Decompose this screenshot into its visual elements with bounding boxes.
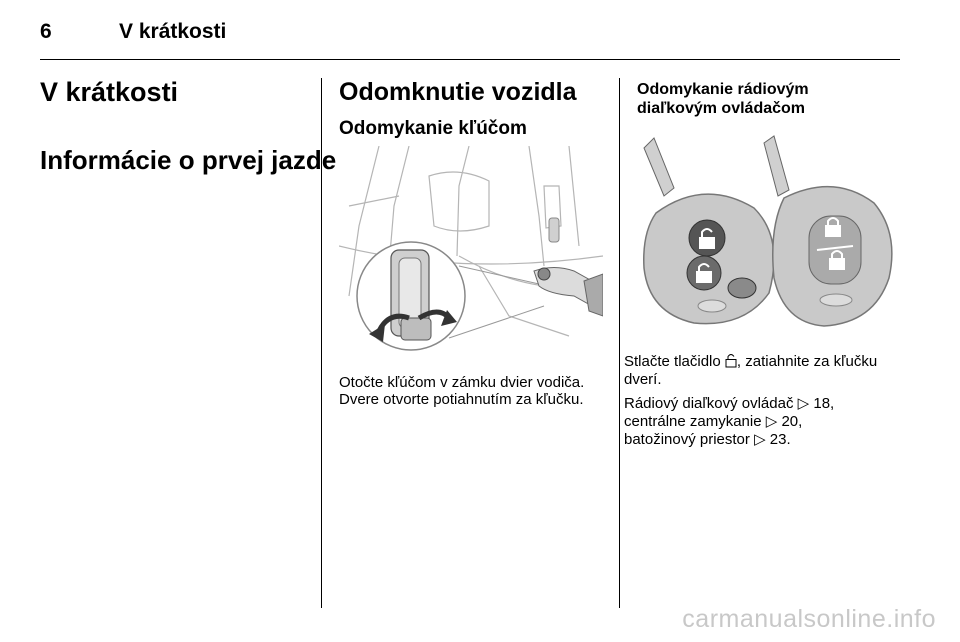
column-divider-right bbox=[619, 78, 620, 608]
reference-text-3: batožinový priestor bbox=[624, 431, 750, 448]
page-reference-arrow-icon: ▷ bbox=[754, 431, 766, 448]
reference-text-1: Rádiový diaľkový ovládač bbox=[624, 395, 794, 412]
reference-text-2: centrálne zamykanie bbox=[624, 413, 762, 430]
page-reference-arrow-icon: ▷ bbox=[797, 395, 810, 412]
reference-page-1: 18, bbox=[813, 395, 835, 412]
instruction-line-2: dverí. bbox=[624, 371, 662, 388]
unlock-icon bbox=[725, 353, 737, 368]
remote-key-illustration bbox=[624, 128, 900, 338]
remote-keys-drawing bbox=[624, 128, 900, 338]
remote-heading-line-1: Odomykanie rádiovým bbox=[637, 81, 809, 98]
section-title: Informácie o prvej jazde bbox=[40, 145, 337, 175]
header-rule bbox=[40, 59, 900, 60]
remote-heading-line-2: diaľkovým ovládačom bbox=[637, 100, 806, 117]
reference-page-3: 23. bbox=[769, 431, 791, 448]
caption-line-1: Otočte kľúčom v zámku dvier vodiča. bbox=[339, 374, 585, 391]
reference-page-2: 20, bbox=[781, 413, 803, 430]
door-handle-drawing bbox=[339, 146, 603, 356]
chapter-title: V krátkosti bbox=[40, 77, 179, 107]
section-heading: Odomknutie vozidla bbox=[339, 78, 577, 106]
instruction-text-b: , zatiahnite za kľučku bbox=[736, 353, 878, 370]
reference-line-2 bbox=[624, 413, 802, 431]
reference-line-1 bbox=[624, 395, 834, 413]
instruction-line-1 bbox=[624, 353, 877, 371]
page-reference-arrow-icon: ▷ bbox=[765, 413, 778, 430]
key-unlock-illustration bbox=[339, 146, 603, 356]
watermark: carmanualsonline.info bbox=[682, 605, 936, 633]
reference-line-3 bbox=[624, 431, 791, 449]
instruction-text-a: Stlačte tlačidlo bbox=[624, 353, 721, 370]
caption-line-2: Dvere otvorte potiahnutím za kľučku. bbox=[339, 391, 584, 408]
subsection-heading: Odomykanie kľúčom bbox=[339, 118, 527, 139]
running-title: V krátkosti bbox=[119, 20, 227, 43]
page-number: 6 bbox=[40, 20, 52, 43]
